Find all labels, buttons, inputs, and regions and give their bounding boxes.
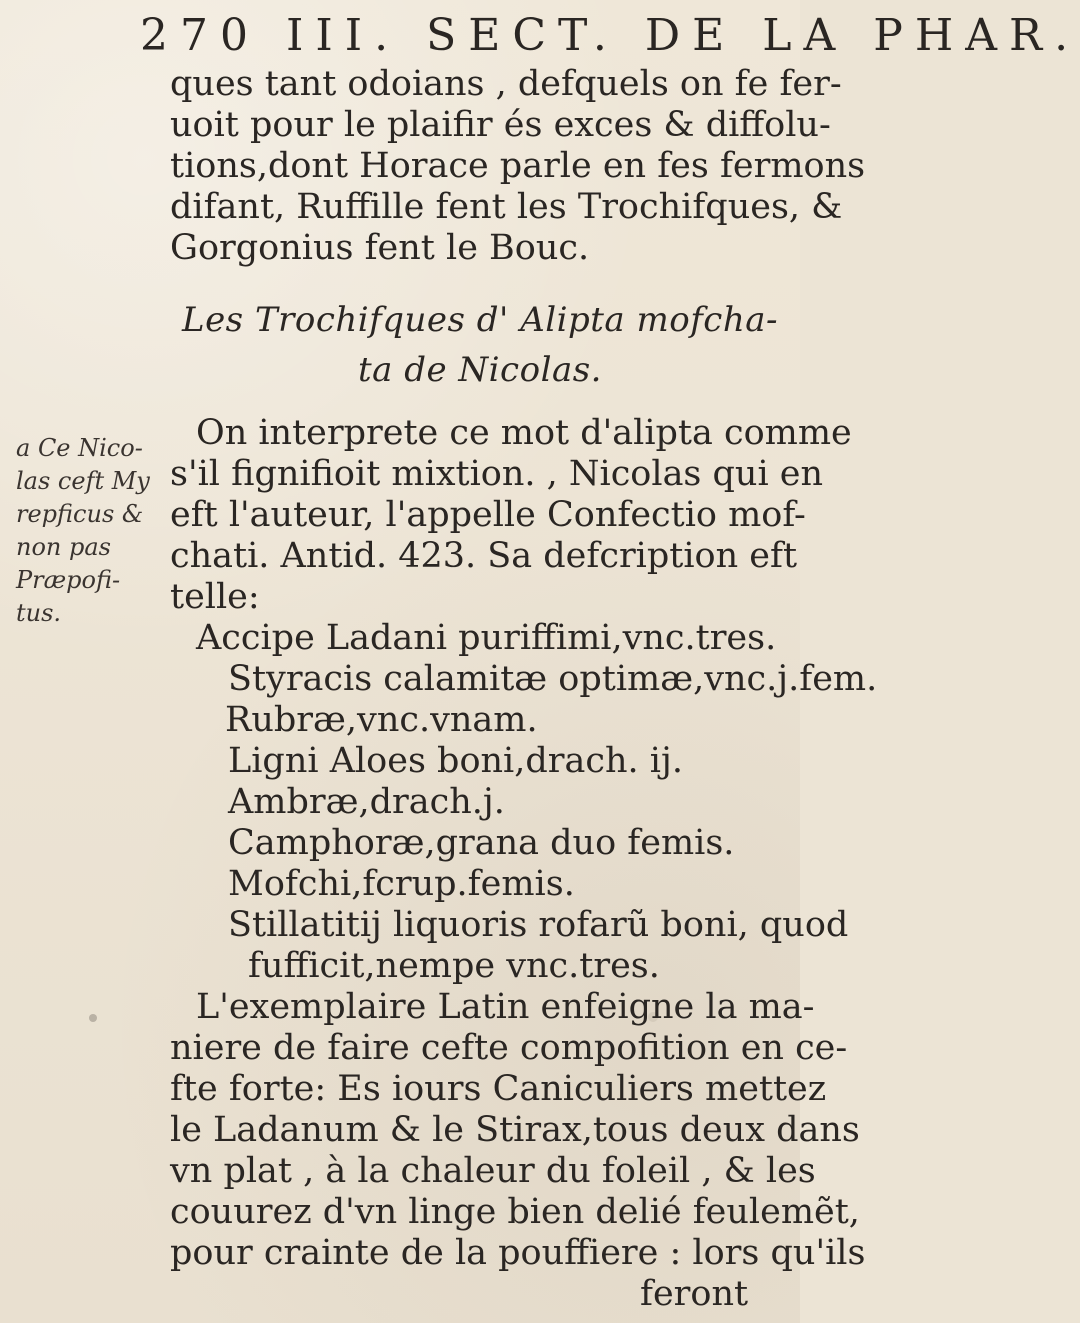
- catchword: feront: [640, 1274, 749, 1314]
- body-line: tions,dont Horace parle en fes fermons: [170, 146, 866, 186]
- recipe-section: [170, 618, 878, 987]
- recipe-line: Accipe Ladani puriffimi,vnc.tres.: [196, 618, 777, 658]
- recipe-line: Rubræ,vnc.vnam.: [225, 700, 538, 740]
- body-line: L'exemplaire Latin enfeigne la ma-: [196, 987, 815, 1027]
- marginal-line: repficus &: [16, 500, 144, 528]
- recipe-line: Ambræ,drach.j.: [228, 782, 505, 822]
- body-line: couurez d'vn linge bien delié feulemẽt,: [170, 1192, 860, 1232]
- marginal-line: Præpofi-: [16, 566, 121, 594]
- recipe-line: Ligni Aloes boni,drach. ij.: [228, 741, 683, 781]
- body-line: fte forte: Es iours Caniculiers mettez: [170, 1069, 827, 1109]
- body-line: Gorgonius fent le Bouc.: [170, 228, 590, 268]
- ink-spot: [89, 1014, 97, 1022]
- section-title: [170, 295, 790, 395]
- marginal-line: las ceft My: [16, 467, 150, 495]
- recipe-line: Styracis calamitæ optimæ,vnc.j.fem.: [228, 659, 878, 699]
- body-line: le Ladanum & le Stirax,tous deux dans: [170, 1110, 860, 1150]
- marginal-note: [16, 432, 152, 630]
- paragraph-section: [170, 413, 852, 618]
- marginal-line: a Ce Nico-: [16, 434, 143, 462]
- body-line: s'il fignifioit mixtion. , Nicolas qui en: [170, 454, 824, 494]
- body-line: uoit pour le plaifir és exces & diffolu-: [170, 105, 831, 145]
- body-line: niere de faire cefte compofition en ce-: [170, 1028, 848, 1068]
- body-line: pour crainte de la pouffiere : lors qu'ils: [170, 1233, 866, 1273]
- body-line: difant, Ruffille fent les Trochifques, &: [170, 187, 843, 227]
- body-line: On interprete ce mot d'alipta comme: [196, 413, 852, 453]
- body-line: chati. Antid. 423. Sa defcription eft: [170, 536, 798, 576]
- body-line: eft l'auteur, l'appelle Confectio mof-: [170, 495, 806, 535]
- body-line: vn plat , à la chaleur du foleil , & les: [170, 1151, 816, 1191]
- title-line: Les Trochifques d' Alipta mofcha-: [181, 300, 778, 340]
- recipe-line: Stillatitij liquoris rofarũ boni, quod: [228, 905, 849, 945]
- marginal-line: non pas: [16, 533, 111, 561]
- main-text-column: [170, 64, 878, 1315]
- intro-section: [170, 64, 866, 269]
- recipe-line: fufficit,nempe vnc.tres.: [248, 946, 660, 986]
- marginal-line: tus.: [16, 599, 62, 627]
- final-section: [170, 987, 866, 1315]
- body-line: ques tant odoians , defquels on fe fer-: [170, 64, 842, 104]
- page-header: 270 III. SECT. DE LA PHAR.: [140, 10, 1080, 61]
- body-line: telle:: [170, 577, 260, 617]
- recipe-line: Mofchi,fcrup.femis.: [228, 864, 575, 904]
- recipe-line: Camphoræ,grana duo femis.: [228, 823, 735, 863]
- title-line: ta de Nicolas.: [358, 350, 602, 390]
